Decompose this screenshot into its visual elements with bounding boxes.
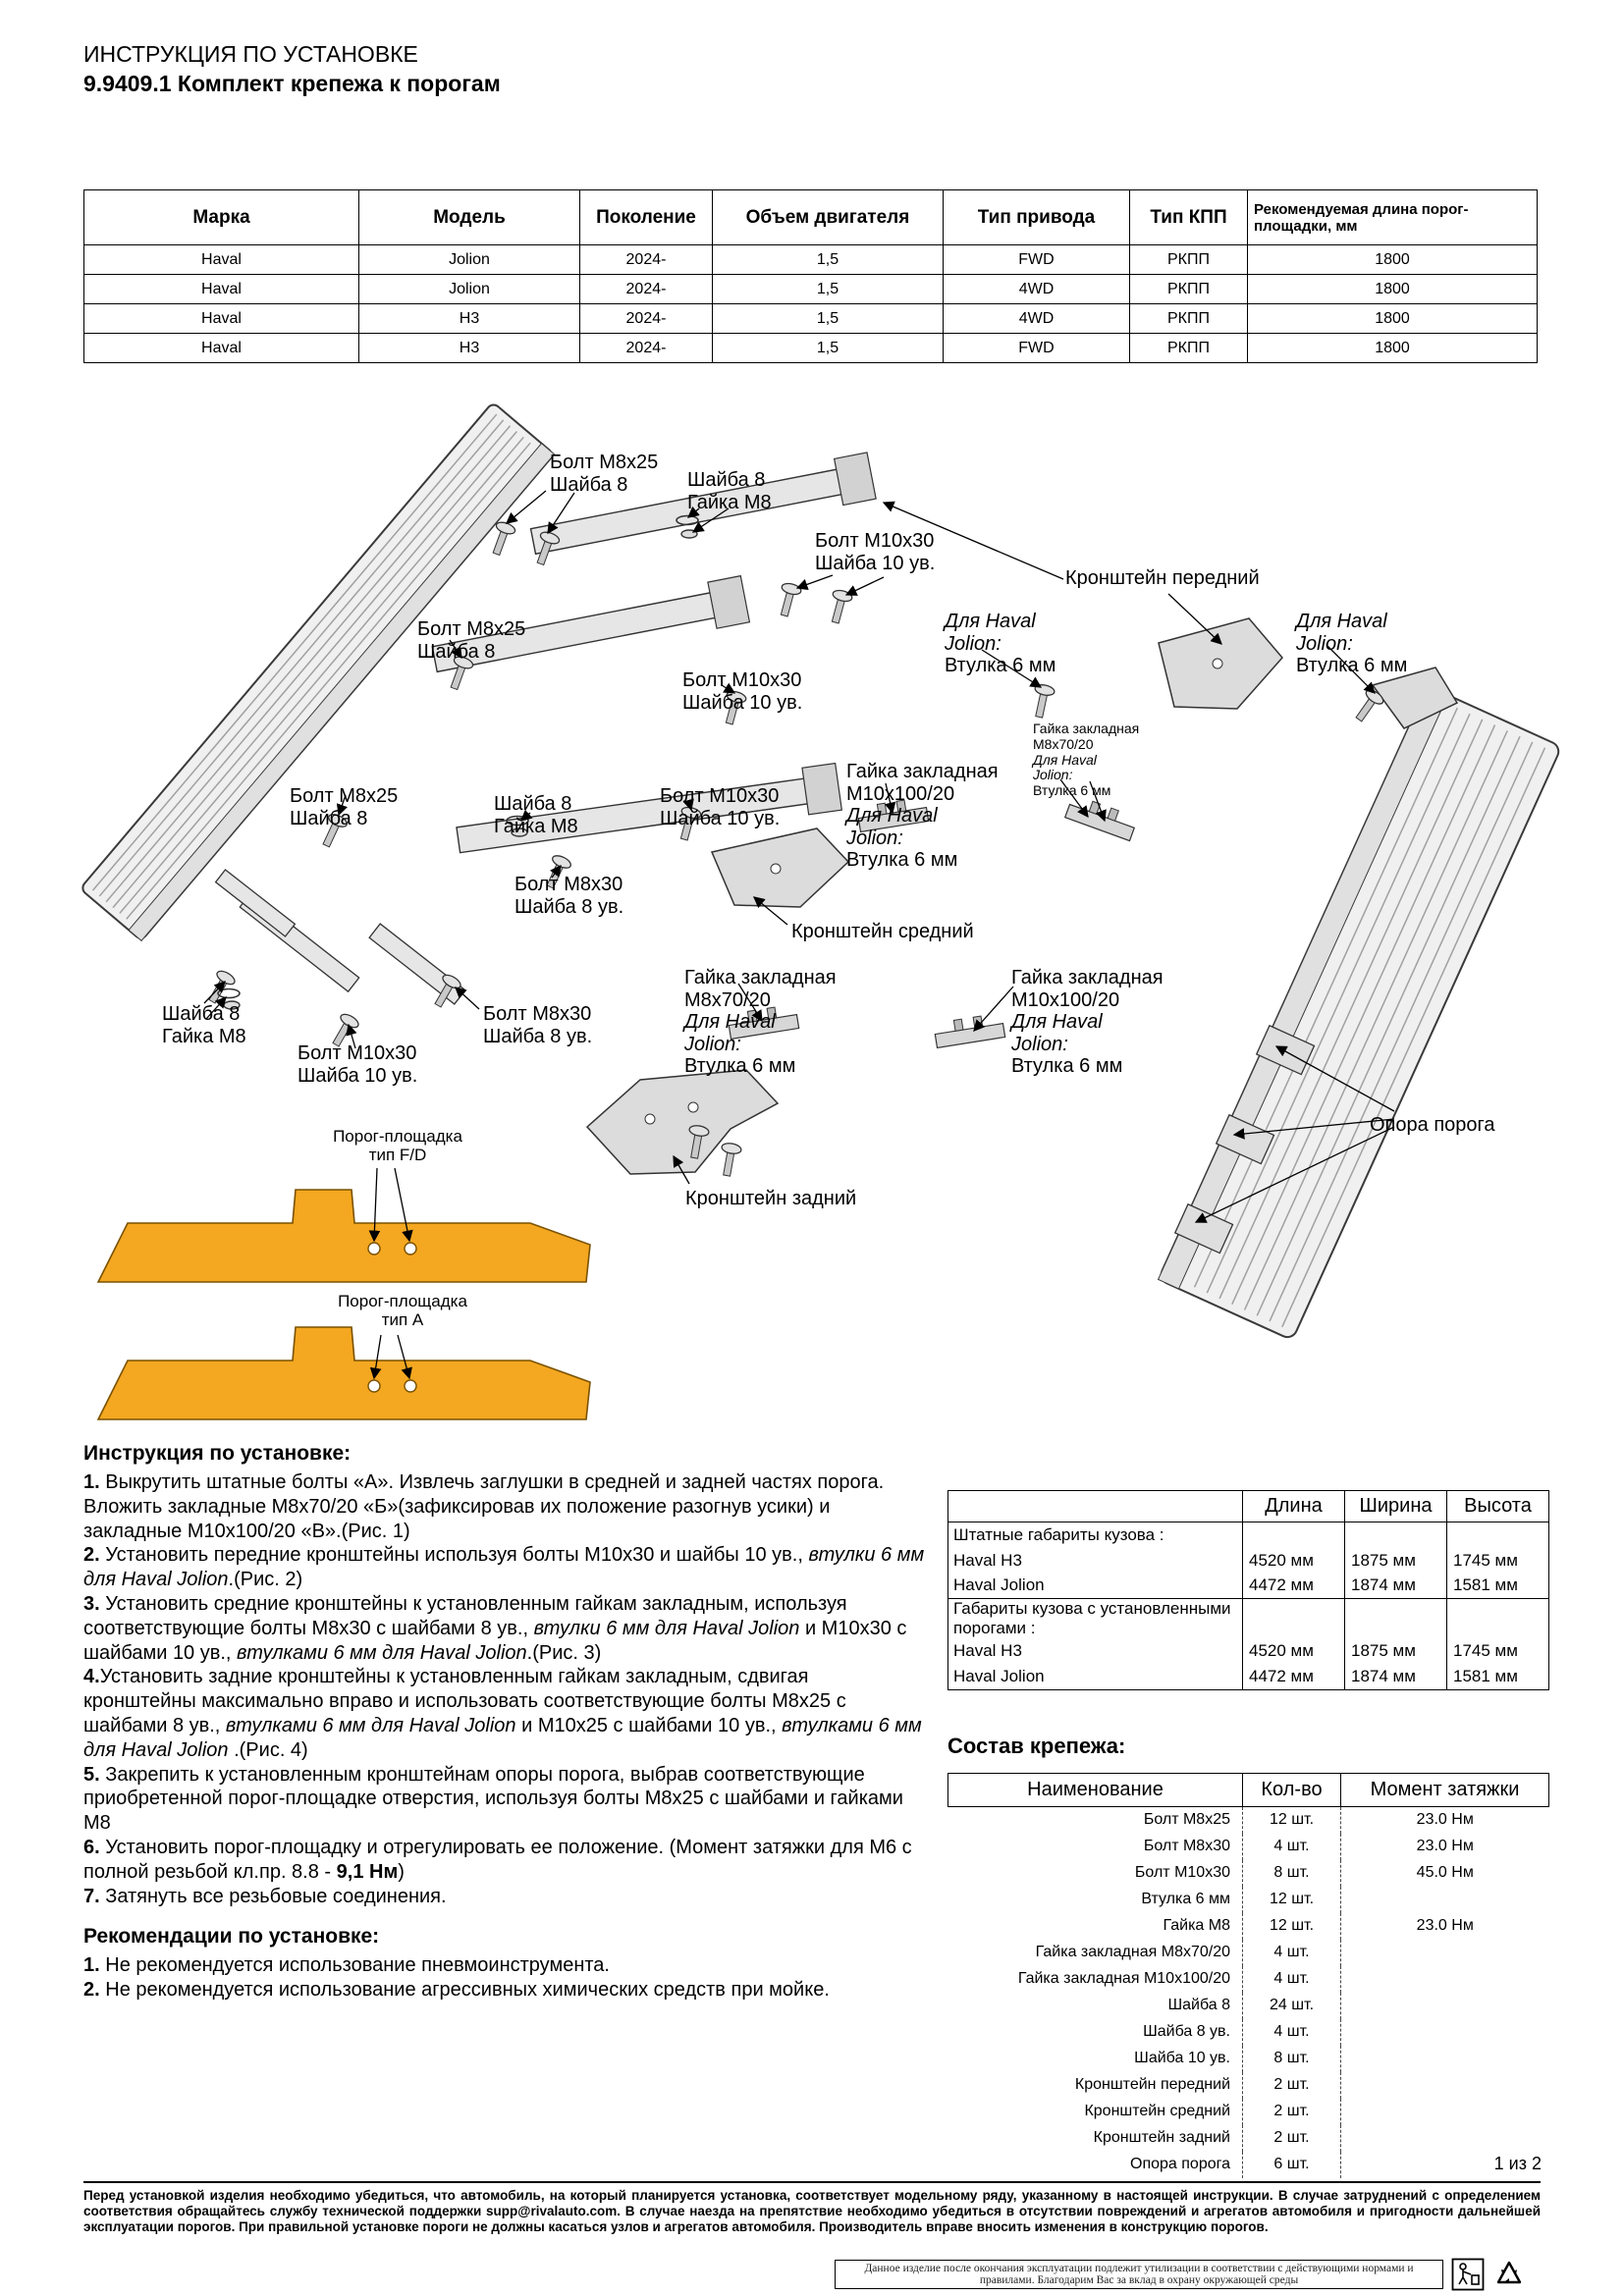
compat-cell: РКПП bbox=[1130, 275, 1248, 304]
dims-empty-cell bbox=[1345, 1522, 1447, 1548]
fastener-cell: 23.0 Нм bbox=[1341, 1913, 1549, 1940]
dims-cell: Haval Jolion bbox=[948, 1574, 1243, 1599]
instruction-step: 6. Установить порог-площадку и отрегулировать ее положение. (Момент затяжки для М6 с полной резьбой кл.пр. 8.8 - 9,1 Нм) bbox=[83, 1836, 912, 1883]
fastener-row bbox=[948, 2072, 1549, 2099]
fastener-row bbox=[948, 2019, 1549, 2046]
installation-diagram bbox=[0, 393, 1624, 1448]
label-washer8-nut-top: Шайба 8 Гайка М8 bbox=[687, 469, 772, 513]
compat-col-header: Объем двигателя bbox=[713, 190, 944, 245]
compat-cell: 2024- bbox=[580, 304, 713, 334]
label-washer8-nut-left: Шайба 8 Гайка М8 bbox=[162, 1003, 246, 1047]
dims-cell: 4472 мм bbox=[1243, 1574, 1345, 1599]
fastener-cell: 2 шт. bbox=[1243, 2125, 1341, 2152]
dims-cell: Haval H3 bbox=[948, 1638, 1243, 1664]
compat-cell: Jolion bbox=[359, 245, 580, 275]
instruction-step: 7. Затянуть все резьбовые соединения. bbox=[83, 1885, 447, 1907]
fastener-cell: 45.0 Нм bbox=[1341, 1860, 1549, 1887]
dims-cell: 1581 мм bbox=[1447, 1664, 1549, 1689]
recommendation-item: 2. Не рекомендуется использование агрессивных химических средств при мойке. bbox=[83, 1979, 830, 2002]
dims-data-row bbox=[948, 1548, 1549, 1574]
label-bolt-m10x30-top: Болт М10х30 Шайба 10 ув. bbox=[815, 530, 936, 574]
fastener-cell: 12 шт. bbox=[1243, 1913, 1341, 1940]
fastener-cell: Кронштейн средний bbox=[1084, 2103, 1230, 2119]
compat-cell: FWD bbox=[944, 334, 1130, 363]
fastener-row bbox=[948, 2099, 1549, 2125]
fastener-cell: Болт М8х25 bbox=[1143, 1811, 1230, 1829]
fastener-cell: 23.0 Нм bbox=[1341, 1834, 1549, 1860]
fasteners-col-header: Наименование bbox=[948, 1774, 1243, 1807]
dims-cell: 1745 мм bbox=[1447, 1548, 1549, 1574]
compat-col-header: Тип привода bbox=[944, 190, 1130, 245]
fasteners-table bbox=[947, 1773, 1549, 2178]
fastener-row bbox=[948, 1966, 1549, 1993]
compat-cell: РКПП bbox=[1130, 245, 1248, 275]
dims-empty-cell bbox=[1243, 1522, 1345, 1548]
fastener-row bbox=[948, 1993, 1549, 2019]
compat-row bbox=[84, 275, 1538, 304]
compat-cell: H3 bbox=[359, 304, 580, 334]
fastener-cell bbox=[1341, 1966, 1549, 1993]
dims-cell: 1745 мм bbox=[1447, 1638, 1549, 1664]
dims-empty-cell bbox=[1447, 1522, 1549, 1548]
fastener-row bbox=[948, 1887, 1549, 1913]
fastener-cell bbox=[1341, 1887, 1549, 1913]
label-front-bracket: Кронштейн передний bbox=[1065, 567, 1260, 589]
left-running-board bbox=[81, 402, 555, 941]
disposal-note bbox=[835, 2258, 1526, 2291]
label-bolt-m8x25-top: Болт М8х25 Шайба 8 bbox=[550, 452, 659, 496]
fastener-cell: 2 шт. bbox=[1243, 2072, 1341, 2099]
compat-cell: 1800 bbox=[1248, 304, 1538, 334]
fastener-row bbox=[948, 1940, 1549, 1966]
dims-col-header: Высота bbox=[1447, 1491, 1549, 1522]
doc-title: ИНСТРУКЦИЯ ПО УСТАНОВКЕ bbox=[83, 41, 418, 67]
dims-cell: 1875 мм bbox=[1345, 1638, 1447, 1664]
instructions-heading: Инструкция по установке: bbox=[83, 1442, 352, 1465]
fastener-row bbox=[948, 1860, 1549, 1887]
label-platform-fd: Порог-площадка тип F/D bbox=[333, 1127, 462, 1165]
fastener-cell bbox=[1341, 2072, 1549, 2099]
label-sill-support: Опора порога bbox=[1370, 1114, 1495, 1136]
fastener-cell: Шайба 10 ув. bbox=[1134, 2050, 1230, 2066]
dims-group-title-row bbox=[948, 1522, 1549, 1548]
fastener-cell: 4 шт. bbox=[1243, 1834, 1341, 1860]
fastener-cell: Гайка закладная М8х70/20 bbox=[1035, 1944, 1230, 1960]
label-bolt-m10x30-low: Болт М10х30 Шайба 10 ув. bbox=[660, 785, 781, 829]
dims-col-header: Ширина bbox=[1345, 1491, 1447, 1522]
fasteners-col-header: Момент затяжки bbox=[1341, 1774, 1549, 1807]
label-bolt-m8x25-mid: Болт М8х25 Шайба 8 bbox=[417, 618, 526, 663]
fastener-cell: Шайба 8 ув. bbox=[1143, 2023, 1230, 2040]
dims-data-row bbox=[948, 1574, 1549, 1599]
instruction-step: 1. Выкрутить штатные болты «А». Извлечь заглушки в средней и задней частях порога. Вложить закладные М8х70/20 «Б»(зафиксировав их положение разогнув усики) и закладные М10х100/20 «В».(Рис. 1) bbox=[83, 1471, 885, 1542]
label-rivnut-m8x70-rear: Гайка закладная М8х70/20 Для Haval Jolion: Втулка 6 мм bbox=[684, 967, 837, 1078]
compat-cell: Haval bbox=[84, 275, 359, 304]
instruction-step: 5. Закрепить к установленным кронштейнам опоры порога, выбрав соответствующие приобретенной порог-площадке отверстия, используя болты М8х25 с шайбами и гайками М8 bbox=[83, 1763, 903, 1835]
dims-data-row bbox=[948, 1664, 1549, 1689]
recommendations-heading: Рекомендации по установке: bbox=[83, 1925, 380, 1949]
fastener-row bbox=[948, 1913, 1549, 1940]
dims-col-header bbox=[948, 1491, 1243, 1522]
vehicle-compatibility-table bbox=[83, 189, 1538, 363]
compat-row bbox=[84, 334, 1538, 363]
fastener-cell: 12 шт. bbox=[1243, 1887, 1341, 1913]
disposal-text: Данное изделие после окончания эксплуатации подлежит утилизации в соответствии с действующими нормами и правилами. Благодарим Вас за вклад в охрану окружающей среды bbox=[835, 2260, 1443, 2289]
fastener-cell: Болт М10х30 bbox=[1134, 1864, 1230, 1881]
fastener-cell: 4 шт. bbox=[1243, 1966, 1341, 1993]
fastener-row bbox=[948, 1807, 1549, 1834]
rear-bracket-shape bbox=[587, 1070, 778, 1174]
fastener-cell: Опора порога bbox=[1130, 2156, 1230, 2172]
compat-header-row bbox=[84, 190, 1538, 245]
label-rear-bracket: Кронштейн задний bbox=[685, 1188, 857, 1209]
compat-cell: 1,5 bbox=[713, 275, 944, 304]
fastener-cell: 24 шт. bbox=[1243, 1993, 1341, 2019]
compat-col-header: Рекомендуемая длина порог-площадки, мм bbox=[1248, 190, 1538, 245]
compat-cell: 2024- bbox=[580, 275, 713, 304]
compat-cell: Jolion bbox=[359, 275, 580, 304]
fastener-cell bbox=[1341, 2125, 1549, 2152]
dims-cell: 4520 мм bbox=[1243, 1548, 1345, 1574]
dims-cell: 1874 мм bbox=[1345, 1664, 1447, 1689]
dims-cell: Haval Jolion bbox=[948, 1664, 1243, 1689]
body-dimensions-table bbox=[947, 1490, 1549, 1690]
compat-cell: 1800 bbox=[1248, 334, 1538, 363]
dims-cell: Haval H3 bbox=[948, 1548, 1243, 1574]
fastener-cell: Кронштейн передний bbox=[1074, 2076, 1230, 2093]
dims-group-title: Габариты кузова с установленными порогами : bbox=[948, 1599, 1243, 1639]
dims-cell: 1581 мм bbox=[1447, 1574, 1549, 1599]
dims-cell: 1874 мм bbox=[1345, 1574, 1447, 1599]
dims-cell: 1875 мм bbox=[1345, 1548, 1447, 1574]
fasteners-header-row bbox=[948, 1774, 1549, 1807]
compat-col-header: Модель bbox=[359, 190, 580, 245]
compat-cell: Haval bbox=[84, 245, 359, 275]
label-rivnut-m10x100-rear: Гайка закладная М10х100/20 Для Haval Jolion: Втулка 6 мм bbox=[1011, 967, 1164, 1078]
fastener-cell: 4 шт. bbox=[1243, 2019, 1341, 2046]
dims-cell: 4520 мм bbox=[1243, 1638, 1345, 1664]
label-platform-a: Порог-площадка тип A bbox=[338, 1292, 467, 1330]
label-bushing-front-right: Для Haval Jolion: Втулка 6 мм bbox=[1296, 611, 1408, 677]
recommendation-item: 1. Не рекомендуется использование пневмоинструмента. bbox=[83, 1954, 610, 1977]
instruction-step: 2. Установить передние кронштейны используя болты М10х30 и шайбы 10 ув., втулки 6 мм для Haval Jolion.(Рис. 2) bbox=[83, 1544, 925, 1591]
dims-group-title-row bbox=[948, 1599, 1549, 1639]
label-bolt-m10x30-mid: Болт М10х30 Шайба 10 ув. bbox=[682, 669, 803, 714]
fastener-row bbox=[948, 2125, 1549, 2152]
dims-group-title: Штатные габариты кузова : bbox=[948, 1522, 1243, 1548]
compat-cell: РКПП bbox=[1130, 334, 1248, 363]
compat-cell: 1,5 bbox=[713, 245, 944, 275]
instruction-step: 3. Установить средние кронштейны к установленным гайкам закладным, используя соответствующие болты М8х30 с шайбами 8 ув., втулки 6 мм для Haval Jolion и М10х30 с шайбами 10 ув., втулками 6 мм для Haval Jolion.(Рис. 3) bbox=[83, 1593, 907, 1664]
compat-col-header: Поколение bbox=[580, 190, 713, 245]
fastener-cell: 8 шт. bbox=[1243, 2046, 1341, 2072]
fastener-cell: Гайка М8 bbox=[1163, 1917, 1230, 1934]
footer-note: Перед установкой изделия необходимо убедиться, что автомобиль, на который планируется установка, соответствует модельному ряду, указанному в настоящей инструкции. В случае затруднений с определением соответствия обращайтесь службу технической поддержки supp@rivalauto.com. В случае наезда на препятствие необходимо убедиться в отсутствии повреждений и агрегатов автомобиля и пригодности дальнейшей эксплуатации порогов. При правильной установке пороги не должны касаться узлов и агрегатов автомобиля. Производитель вправе вносить изменения в конструкцию порогов. bbox=[83, 2181, 1541, 2236]
label-rivnut-m10x100-mid: Гайка закладная М10х100/20 Для Haval Jolion: Втулка 6 мм bbox=[846, 761, 999, 872]
compat-cell: 1800 bbox=[1248, 275, 1538, 304]
compat-cell: 2024- bbox=[580, 245, 713, 275]
keep-clean-icon bbox=[1451, 2258, 1485, 2291]
fastener-row bbox=[948, 2046, 1549, 2072]
compat-cell: 1,5 bbox=[713, 304, 944, 334]
dims-empty-cell bbox=[1243, 1599, 1345, 1639]
page-number: 1 из 2 bbox=[1493, 2154, 1542, 2173]
dims-data-row bbox=[948, 1638, 1549, 1664]
fasteners-heading: Состав крепежа: bbox=[947, 1734, 1126, 1758]
compat-cell: Haval bbox=[84, 334, 359, 363]
fastener-cell: 12 шт. bbox=[1243, 1807, 1341, 1834]
label-bushing-front-left: Для Haval Jolion: Втулка 6 мм bbox=[945, 611, 1056, 677]
label-bolt-m10x30-left: Болт М10х30 Шайба 10 ув. bbox=[298, 1042, 418, 1087]
middle-bracket-shape bbox=[712, 828, 848, 907]
fastener-cell bbox=[1341, 1940, 1549, 1966]
compat-cell: Haval bbox=[84, 304, 359, 334]
label-bolt-m8x30-left: Болт М8х30 Шайба 8 ув. bbox=[483, 1003, 593, 1047]
compat-cell: 4WD bbox=[944, 304, 1130, 334]
dims-empty-cell bbox=[1447, 1599, 1549, 1639]
fastener-cell: 23.0 Нм bbox=[1341, 1807, 1549, 1834]
doc-subtitle: 9.9409.1 Комплект крепежа к порогам bbox=[83, 71, 501, 96]
label-middle-bracket: Кронштейн средний bbox=[791, 921, 974, 942]
compat-cell: 4WD bbox=[944, 275, 1130, 304]
fastener-row bbox=[948, 1834, 1549, 1860]
dims-col-header: Длина bbox=[1243, 1491, 1345, 1522]
installation-instructions bbox=[83, 1441, 926, 2002]
fastener-cell bbox=[1341, 1993, 1549, 2019]
compat-cell: FWD bbox=[944, 245, 1130, 275]
sill-platform-fd bbox=[98, 1190, 590, 1282]
compat-cell: 1800 bbox=[1248, 245, 1538, 275]
label-rivnut-m8x70-small: Гайка закладная М8х70/20 Для Haval Jolion: Втулка 6 мм bbox=[1033, 721, 1140, 799]
compat-cell: 2024- bbox=[580, 334, 713, 363]
fastener-cell: 4 шт. bbox=[1243, 1940, 1341, 1966]
compat-cell: H3 bbox=[359, 334, 580, 363]
loose-bracket-parts bbox=[216, 870, 465, 1004]
label-washer8-nut-mid: Шайба 8 Гайка М8 bbox=[494, 793, 578, 837]
dims-empty-cell bbox=[1345, 1599, 1447, 1639]
fastener-cell: 8 шт. bbox=[1243, 1860, 1341, 1887]
fastener-cell: Шайба 8 bbox=[1167, 1997, 1230, 2013]
fastener-cell: Кронштейн задний bbox=[1093, 2129, 1230, 2146]
compat-col-header: Марка bbox=[84, 190, 359, 245]
recycle-icon bbox=[1492, 2258, 1526, 2291]
fastener-cell: Болт М8х30 bbox=[1143, 1838, 1230, 1854]
sill-platform-a bbox=[98, 1327, 590, 1419]
dims-header-row bbox=[948, 1491, 1549, 1522]
fastener-cell bbox=[1341, 2046, 1549, 2072]
fasteners-col-header: Кол-во bbox=[1243, 1774, 1341, 1807]
fastener-cell bbox=[1341, 2019, 1549, 2046]
label-bolt-m8x30-mid: Болт М8х30 Шайба 8 ув. bbox=[514, 874, 624, 918]
label-bolt-m8x25-low: Болт М8х25 Шайба 8 bbox=[290, 785, 399, 829]
dims-cell: 4472 мм bbox=[1243, 1664, 1345, 1689]
fastener-cell: Втулка 6 мм bbox=[1141, 1891, 1230, 1907]
compat-cell: 1,5 bbox=[713, 334, 944, 363]
compat-cell: РКПП bbox=[1130, 304, 1248, 334]
fastener-cell: Гайка закладная М10х100/20 bbox=[1017, 1970, 1230, 1987]
compat-col-header: Тип КПП bbox=[1130, 190, 1248, 245]
compat-row bbox=[84, 245, 1538, 275]
instruction-step: 4.Установить задние кронштейны к установленным гайкам закладным, сдвигая кронштейны максимально вправо и использовать соответствующие болты М8х25 с шайбами 8 ув., втулками 6 мм для Haval Jolion и М10х25 с шайбами 10 ув., втулками 6 мм для Haval Jolion .(Рис. 4) bbox=[83, 1666, 922, 1761]
fastener-cell bbox=[1341, 2099, 1549, 2125]
compat-row bbox=[84, 304, 1538, 334]
fastener-cell: 2 шт. bbox=[1243, 2099, 1341, 2125]
fastener-cell: 6 шт. bbox=[1243, 2152, 1341, 2178]
